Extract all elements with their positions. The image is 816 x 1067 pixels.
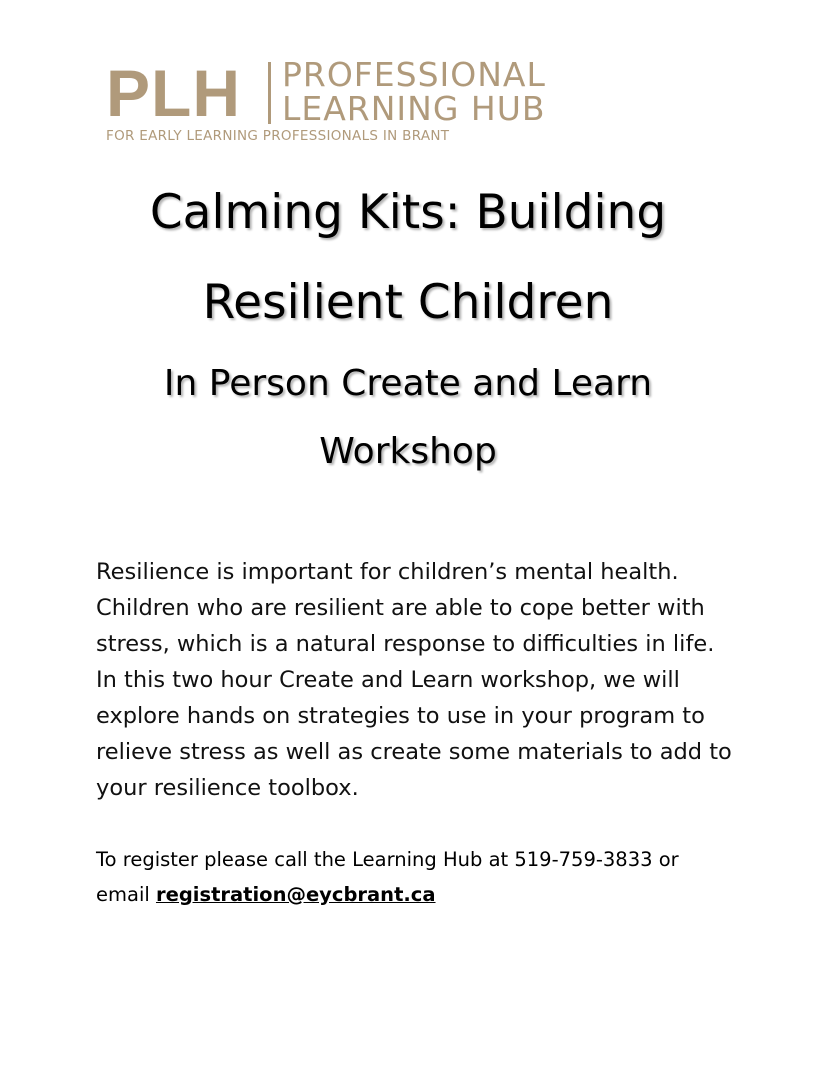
page-subtitle	[60, 350, 756, 486]
plh-logo	[106, 55, 666, 150]
logo-divider	[268, 62, 271, 124]
title-line-2: Resilient Children	[202, 275, 614, 330]
logo-name-line-1: PROFESSIONAL	[282, 55, 546, 94]
page-title	[60, 168, 756, 348]
registration-info	[96, 842, 736, 912]
logo-tagline: FOR EARLY LEARNING PROFESSIONALS IN BRANT	[106, 128, 450, 144]
logo-name-line-2: LEARNING HUB	[282, 89, 546, 128]
subtitle-line-2: Workshop	[319, 431, 497, 472]
registration-email-link[interactable]: registration@eycbrant.ca	[155, 883, 436, 906]
title-line-1: Calming Kits: Building	[149, 185, 667, 240]
logo-name	[282, 55, 546, 128]
registration-text: To register please call the Learning Hub at 519-759-3833 or email	[96, 848, 679, 906]
subtitle-line-1: In Person Create and Learn	[163, 363, 653, 404]
logo-mark: PLH	[106, 56, 241, 130]
workshop-description: Resilience is important for children’s mental health. Children who are resilient are able to cope better with stress, which is a natural response to difficulties in life. In this two hour Create and Learn workshop, we will explore hands on strategies to use in your program to relieve stress as well as create some materials to add to your resilience toolbox.	[96, 559, 732, 801]
